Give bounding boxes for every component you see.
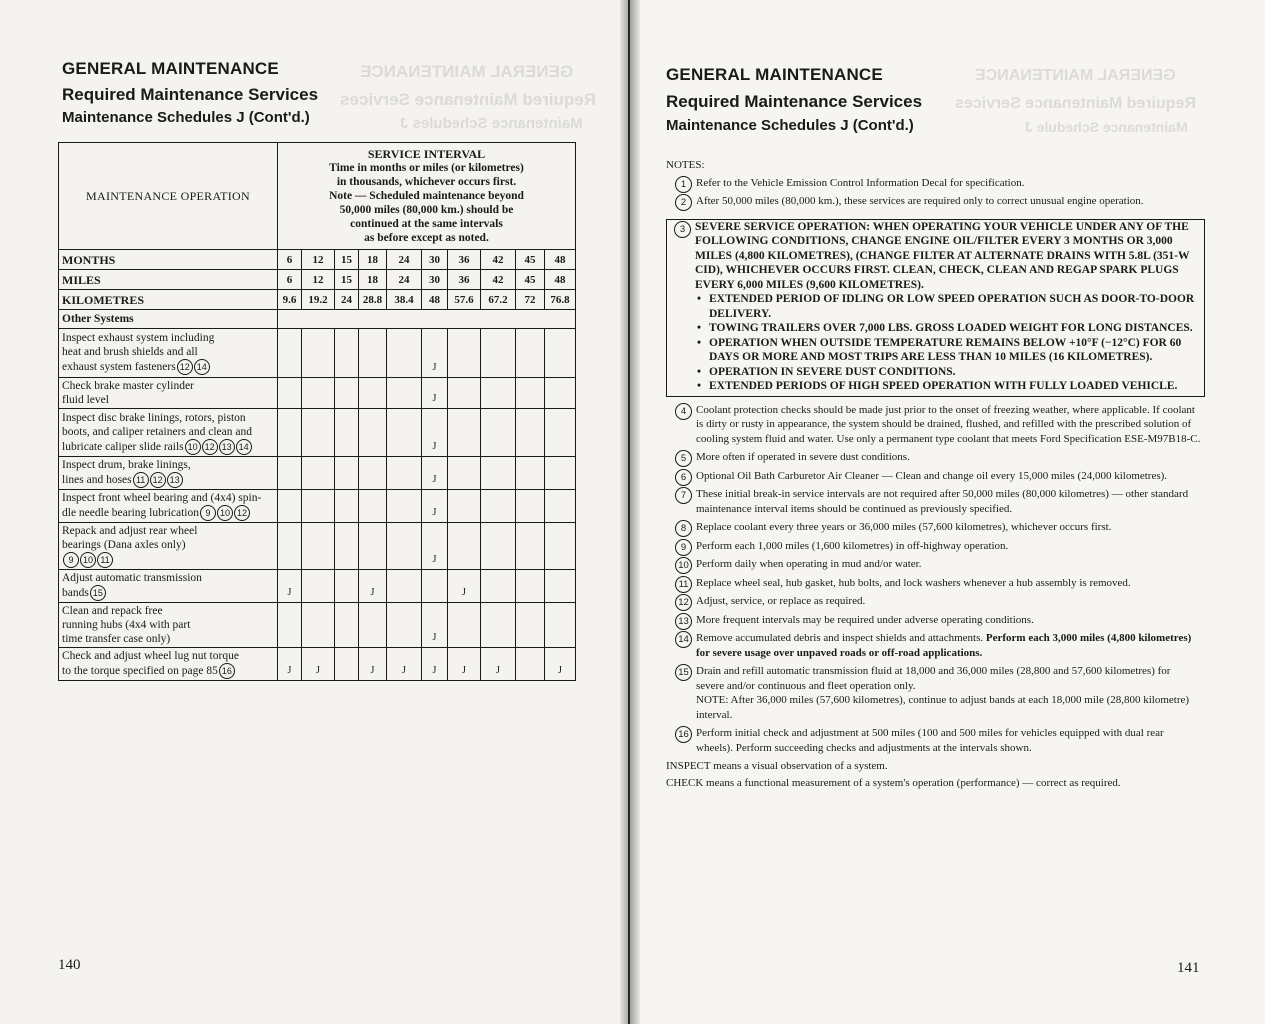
interval-mark-cell [516,523,545,570]
interval-mark-cell [545,523,576,570]
interval-mark-cell [481,329,516,378]
severe-condition: • EXTENDED PERIOD OF IDLING OR LOW SPEED OPERATION SUCH AS DOOR-TO-DOOR DELIVERY. [695,292,1202,321]
interval-mark-cell [278,603,302,648]
note-item [666,613,1201,628]
interval-mark-cell [481,523,516,570]
note-text: Drain and refill automatic transmission fluid at 18,000 and 36,000 miles (28,800 and 57,600 kilometres) for severe and/or continuous and fleet operation only. [696,665,1171,692]
kilometres-cell: 24 [335,290,359,310]
note-reference-icon: 14 [236,439,252,455]
interval-mark-cell [302,409,335,457]
interval-mark-cell [448,490,481,523]
month-cell: 24 [387,250,422,270]
month-cell: 18 [359,250,387,270]
note-text-bold: Perform each 3,000 miles (4,800 kilometres) for severe usage over unpaved roads or off-road applications. [696,632,1192,659]
interval-mark-cell: J [422,457,448,490]
note-number: 14 [675,631,692,648]
note-reference-icon: 11 [97,552,113,568]
interval-mark-cell [516,570,545,603]
table-row [59,523,576,570]
operation-cell [59,603,278,648]
note-number: 16 [675,726,692,743]
operation-cell [59,457,278,490]
month-cell: 30 [422,250,448,270]
interval-mark-cell [387,457,422,490]
interval-mark-cell [278,457,302,490]
kilometres-cell: 76.8 [545,290,576,310]
interval-mark-cell [335,603,359,648]
note-number: 5 [675,450,692,467]
miles-row [59,270,576,290]
operation-line: Inspect drum, brake linings, [62,459,191,471]
kilometres-cell: 57.6 [448,290,481,310]
kilometres-label: KILOMETRES [59,290,278,310]
interval-line: Time in months or miles (or kilometres) [329,162,524,174]
section-title: Maintenance Schedules J (Cont'd.) [62,109,310,126]
group-label: Other Systems [59,310,278,329]
miles-cell: 48 [545,270,576,290]
note-item [666,469,1201,484]
page-number-right: 141 [1177,960,1200,976]
interval-line: as before except as noted. [364,232,489,244]
operation-line: fluid level [62,394,109,406]
operation-cell [59,648,278,681]
group-row-spacer [278,310,576,329]
miles-cell: 24 [387,270,422,290]
note-item [666,594,1201,609]
operation-line: Clean and repack free [62,605,163,617]
interval-mark-cell [359,457,387,490]
note-reference-icon: 12 [150,472,166,488]
note-number: 15 [675,664,692,681]
bleed-through-subtitle: Required Maintenance Services [340,90,597,109]
note-item [666,520,1201,535]
operation-line-with-notes [62,663,274,679]
interval-mark-cell [359,329,387,378]
operation-line: bearings (Dana axles only) [62,539,186,551]
table-row [59,490,576,523]
month-cell: 12 [302,250,335,270]
interval-mark-cell [481,490,516,523]
operation-line: lines and hoses [62,474,132,486]
note-reference-icon: 11 [133,472,149,488]
interval-mark-cell: J [422,329,448,378]
note-number: 13 [675,613,692,630]
interval-mark-cell [516,603,545,648]
note-item [666,450,1201,465]
note-text: Optional Oil Bath Carburetor Air Cleaner — Clean and change oil every 15,000 miles (24,000 kilometres). [696,469,1168,482]
note-text: More frequent intervals may be required under adverse operating conditions. [696,613,1034,626]
interval-mark-cell [335,329,359,378]
operation-line-with-notes [62,505,274,521]
interval-mark-cell [335,409,359,457]
interval-mark-cell [545,603,576,648]
note-number: 4 [675,403,692,420]
kilometres-cell: 67.2 [481,290,516,310]
note-item [666,726,1201,755]
severe-service-text: SEVERE SERVICE OPERATION: WHEN OPERATING YOUR VEHICLE UNDER ANY OF THE FOLLOWING CONDITIONS, CHANGE ENGINE OIL/FILTER EVERY 3 MONTHS OR 3,000 MILES (4,800 KILOMETRES), (CHANGE FILTER AT ALTERNATE DRAINS WITH 5.8L (351-W CID), WHICHEVER OCCURS FIRST. CLEAN, CHECK, CLEAN AND REGAP SPARK PLUGS EVERY 6,000 MILES (9,600 KILOMETRES). [695,220,1190,291]
note-number: 12 [675,594,692,611]
interval-mark-cell [335,457,359,490]
maintenance-schedule-table [58,142,576,681]
interval-title: SERVICE INTERVAL [367,147,486,161]
note-reference-icon: 16 [219,663,235,679]
month-cell: 48 [545,250,576,270]
interval-mark-cell [278,409,302,457]
operation-line: time transfer case only) [62,633,171,645]
miles-label: MILES [59,270,278,290]
page-subtitle: Required Maintenance Services [62,85,319,104]
note-text: Perform each 1,000 miles (1,600 kilometres) in off-highway operation. [696,539,1009,552]
interval-mark-cell [387,603,422,648]
operation-line: lubricate caliper slide rails [62,440,184,453]
note-number: 11 [675,576,692,593]
interval-mark-cell: J [481,648,516,681]
interval-mark-cell: J [359,648,387,681]
operation-line: boots, and caliper retainers and clean and [62,425,252,438]
interval-mark-cell [359,378,387,409]
note-item [666,539,1201,554]
operation-line: heat and brush shields and all [62,346,198,358]
inspect-definition: INSPECT means a visual observation of a system. [666,760,888,772]
interval-mark-cell [448,523,481,570]
note-item [666,176,1201,191]
note-number: 7 [675,487,692,504]
severe-service-box [666,219,1205,397]
note-reference-icon: 12 [234,505,250,521]
note-item [666,576,1201,591]
note-number: 6 [675,469,692,486]
months-row [59,250,576,270]
interval-mark-cell: J [278,570,302,603]
page-title: GENERAL MAINTENANCE [62,59,279,78]
interval-mark-cell [359,409,387,457]
notes-list [666,403,1201,628]
note-reference-icon: 13 [167,472,183,488]
note-text: Refer to the Vehicle Emission Control Information Decal for specification. [696,176,1025,189]
interval-mark-cell [422,570,448,603]
operation-line: Check brake master cylinder [62,380,194,392]
interval-mark-cell [335,378,359,409]
interval-mark-cell [516,409,545,457]
kilometres-cell: 9.6 [278,290,302,310]
note-number: 9 [675,539,692,556]
severe-conditions-list [695,292,1202,394]
table-row [59,329,576,378]
interval-mark-cell [387,570,422,603]
note-number: 3 [674,221,691,238]
table-row [59,648,576,681]
table-row [59,457,576,490]
bleed-through-section: Maintenance Schedules J [400,115,583,132]
note-text: After 50,000 miles (80,000 km.), these services are required only to correct unusual engine operation. [696,195,1144,207]
interval-mark-cell: J [545,648,576,681]
interval-mark-cell [545,329,576,378]
interval-mark-cell [545,409,576,457]
interval-mark-cell [545,378,576,409]
kilometres-row [59,290,576,310]
interval-mark-cell [302,329,335,378]
interval-mark-cell: J [422,523,448,570]
operation-line-with-notes [62,359,274,375]
interval-mark-cell: J [448,648,481,681]
note-reference-icon: 14 [194,359,210,375]
interval-line: continued at the same intervals [350,218,503,230]
interval-mark-cell: J [448,570,481,603]
month-cell: 36 [448,250,481,270]
miles-cell: 45 [516,270,545,290]
bleed-through-title: GENERAL MAINTENANCE [975,67,1176,84]
operation-line: to the torque specified on page 85 [62,665,218,677]
section-title-right: Maintenance Schedules J (Cont'd.) [666,117,914,134]
service-interval-header [278,143,576,250]
interval-mark-cell [278,329,302,378]
note-text: Replace wheel seal, hub gasket, hub bolts, and lock washers whenever a hub assembly is removed. [696,576,1131,589]
operation-line: Repack and adjust rear wheel [62,525,198,537]
operation-line: dle needle bearing lubrication [62,507,199,519]
interval-mark-cell [387,329,422,378]
note-reference-icon: 10 [80,552,96,568]
table-row [59,570,576,603]
interval-mark-cell [278,523,302,570]
kilometres-cell: 19.2 [302,290,335,310]
note-number: 10 [675,557,692,574]
interval-mark-cell [545,490,576,523]
kilometres-cell: 28.8 [359,290,387,310]
operation-line: Check and adjust wheel lug nut torque [62,650,239,662]
severe-condition: • TOWING TRAILERS OVER 7,000 LBS. GROSS LOADED WEIGHT FOR LONG DISTANCES. [695,321,1202,336]
interval-mark-cell [278,490,302,523]
interval-mark-cell [335,648,359,681]
interval-mark-cell [387,409,422,457]
severe-condition: • OPERATION IN SEVERE DUST CONDITIONS. [695,365,1202,380]
interval-mark-cell [545,570,576,603]
operation-line: exhaust system fasteners [62,361,176,373]
interval-mark-cell [516,490,545,523]
notes-section [666,158,1201,790]
operation-line-with-notes [62,585,274,601]
page-subtitle-right: Required Maintenance Services [666,92,923,111]
severe-condition: • OPERATION WHEN OUTSIDE TEMPERATURE REMAINS BELOW +10°F (−12°C) FOR 60 DAYS OR MORE AND MOST TRIPS ARE LESS THAN 10 MILES (16 KILOMETRES). [695,336,1202,365]
note-text: Replace coolant every three years or 36,000 miles (57,600 kilometres), whichever occurs first. [696,521,1112,533]
miles-cell: 6 [278,270,302,290]
interval-mark-cell [481,378,516,409]
operation-line: running hubs (4x4 with part [62,619,191,631]
interval-mark-cell [481,570,516,603]
interval-mark-cell [359,490,387,523]
table-row [59,409,576,457]
note-item [666,403,1201,447]
interval-mark-cell [516,648,545,681]
interval-mark-cell [359,523,387,570]
note-number: 8 [675,520,692,537]
note-text: Perform daily when operating in mud and/or water. [696,558,922,570]
note-text: Remove accumulated debris and inspect shields and attachments. [696,632,986,644]
note-number: 2 [675,194,692,211]
note-text: Adjust, service, or replace as required. [696,595,866,607]
interval-mark-cell: J [302,648,335,681]
operation-cell [59,570,278,603]
month-cell: 6 [278,250,302,270]
note-item [666,631,1201,660]
maintenance-operation-header: MAINTENANCE OPERATION [59,143,278,250]
interval-mark-cell: J [278,648,302,681]
interval-mark-cell [448,329,481,378]
interval-mark-cell [302,523,335,570]
interval-line: Note — Scheduled maintenance beyond [329,190,524,202]
interval-mark-cell [448,378,481,409]
miles-cell: 42 [481,270,516,290]
interval-line: 50,000 miles (80,000 km.) should be [339,204,514,216]
operation-line: Inspect disc brake linings, rotors, piston [62,411,246,424]
miles-cell: 12 [302,270,335,290]
note-extra: NOTE: After 36,000 miles (57,600 kilometres), continue to adjust bands at each 18,000 mile (28,800 kilometre) interval. [696,694,1190,721]
note-reference-icon: 12 [202,439,218,455]
page-title-right: GENERAL MAINTENANCE [666,65,883,84]
interval-mark-cell [448,603,481,648]
check-definition: CHECK means a functional measurement of a system's operation (performance) — correct as required. [666,776,1121,789]
interval-mark-cell: J [422,648,448,681]
operation-line-with-notes [62,472,274,488]
operation-line: bands [62,587,89,599]
month-cell: 42 [481,250,516,270]
interval-mark-cell [302,490,335,523]
operation-line: Adjust automatic transmission [62,572,202,584]
interval-mark-cell: J [422,409,448,457]
interval-mark-cell [302,457,335,490]
note-item [666,194,1201,209]
month-cell: 15 [335,250,359,270]
note-number: 1 [675,176,692,193]
interval-mark-cell [387,490,422,523]
note-reference-icon: 13 [219,439,235,455]
note-reference-icon: 10 [217,505,233,521]
operations-body [59,329,576,681]
operation-cell [59,409,278,457]
interval-mark-cell: J [422,490,448,523]
operation-cell [59,378,278,409]
left-page [0,0,628,1024]
bleed-through-title: GENERAL MAINTENANCE [360,62,574,81]
interval-mark-cell [302,603,335,648]
bleed-through-subtitle: Required Maintenance Services [955,95,1196,112]
interval-mark-cell [335,570,359,603]
note-text: These initial break-in service intervals are not required after 50,000 miles (80,000 kilometres) — other standard maintenance interval items should be continued as previously specified. [696,488,1189,515]
table-row [59,603,576,648]
bleed-through-section: Maintenance Schedule J [1025,119,1188,135]
interval-mark-cell [448,409,481,457]
operation-cell [59,523,278,570]
interval-mark-cell [359,603,387,648]
operation-line-with-notes [62,552,274,568]
table-row [59,378,576,409]
interval-mark-cell [516,457,545,490]
operation-cell [59,490,278,523]
interval-mark-cell [302,378,335,409]
kilometres-cell: 48 [422,290,448,310]
interval-line: in thousands, whichever occurs first. [336,176,517,188]
page-number: 140 [58,957,81,973]
interval-mark-cell: J [422,603,448,648]
month-cell: 45 [516,250,545,270]
notes-label: NOTES: [666,159,705,171]
interval-mark-cell: J [387,648,422,681]
months-label: MONTHS [59,250,278,270]
note-item [666,557,1201,572]
operation-line: Inspect front wheel bearing and (4x4) spin- [62,492,262,504]
miles-cell: 30 [422,270,448,290]
interval-mark-cell [387,523,422,570]
interval-mark-cell [481,457,516,490]
interval-mark-cell [516,378,545,409]
note-reference-icon: 9 [200,505,216,521]
interval-mark-cell [448,457,481,490]
note-text: Coolant protection checks should be made just prior to the onset of freezing weather, where applicable. If coolant is dirty or rusty in appearance, the system should be drained, flushed, and refilled with the prescribed solution of cooling system fluid and water. Use only a permanent type coolant that meets Ford Specification ESE-M97B18-C. [696,403,1201,445]
operation-line: Inspect exhaust system including [62,332,215,344]
note-reference-icon: 15 [90,585,106,601]
note-text: More often if operated in severe dust conditions. [696,451,910,463]
note-reference-icon: 10 [185,439,201,455]
miles-cell: 18 [359,270,387,290]
severe-condition: • EXTENDED PERIODS OF HIGH SPEED OPERATION WITH FULLY LOADED VEHICLE. [695,379,1202,394]
kilometres-cell: 72 [516,290,545,310]
note-reference-icon: 12 [177,359,193,375]
operation-cell [59,329,278,378]
kilometres-cell: 38.4 [387,290,422,310]
operation-line-with-notes [62,439,274,455]
interval-mark-cell [335,523,359,570]
note-item [666,487,1201,516]
group-row [59,310,576,329]
interval-mark-cell [545,457,576,490]
interval-mark-cell: J [422,378,448,409]
interval-mark-cell: J [359,570,387,603]
interval-mark-cell [335,490,359,523]
note-item [666,664,1201,722]
note-reference-icon: 9 [63,552,79,568]
interval-mark-cell [387,378,422,409]
interval-mark-cell [278,378,302,409]
book-gutter [620,0,640,1024]
interval-mark-cell [481,603,516,648]
miles-cell: 36 [448,270,481,290]
interval-mark-cell [481,409,516,457]
miles-cell: 15 [335,270,359,290]
interval-mark-cell [516,329,545,378]
interval-mark-cell [302,570,335,603]
note-text: Perform initial check and adjustment at 500 miles (100 and 500 miles for vehicles equipped with dual rear wheels). Perform succeeding checks and adjustments at the intervals shown. [696,727,1164,754]
